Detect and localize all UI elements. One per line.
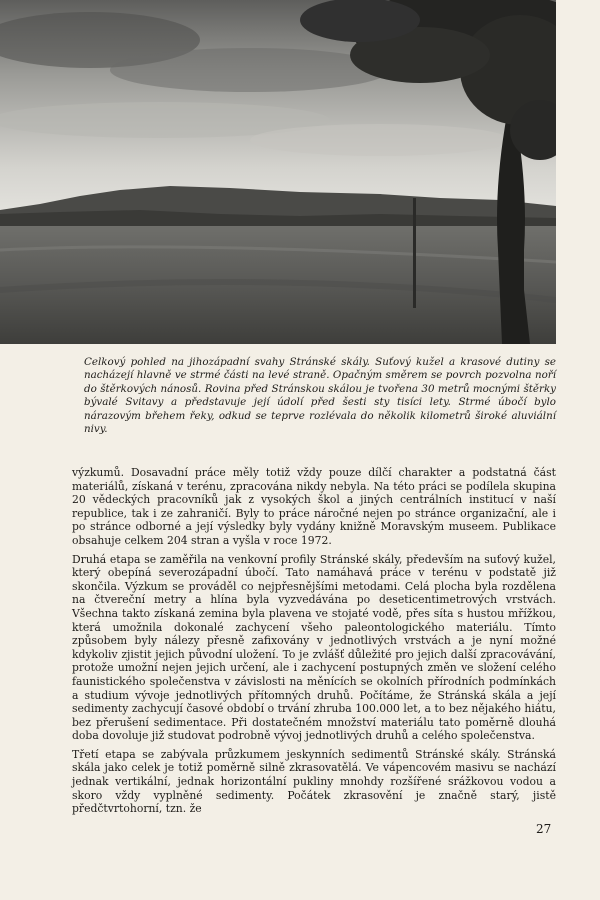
- landscape-photo-icon: [0, 0, 556, 344]
- paragraph: Druhá etapa se zaměřila na venkovní profily Stránské skály, především na suťový kužel, který obepíná severozápadní úbočí. Tato namáhavá práce v terénu v podstatě již skončila. Výzkum se prováděl co nejpřesnějšími metodami. Celá plocha byla rozdělena na čtvereční metry a hlína byla vyzvedávána po deseticentimetrových vrstvách. Všechna takto získaná zemina byla plavena ve stojaté vodě, přes síta s hustou mřížkou, která umožnila dokonalé zachycení všeho paleontologického materiálu. Tímto způsobem byly nálezy přesně zafixovány v jednotlivých vrstvách a je nyní možné kdykoliv zjistit jejich původní uložení. To je zvlášť důležité pro jejich další zpracovávání, protože umožní nejen jejich určení, ale i zachycení postupných změn ve složení celého faunistického společenstva v závislosti na měnících se okolních přírodních podmínkách a studium vývoje jednotlivých přítomných druhů. Počítáme, že Stránská skála a její sedimenty zachycují časové období o trvání zhruba 100.000 let, a to bez nějakého hiátu, bez přerušení sedimentace. Při dostatečném množství materiálu tato poměrně dlouhá doba dovoluje již studovat podrobně vývoj jednotlivých druhů a celého společenstva.: [72, 552, 556, 743]
- paragraph: Třetí etapa se zabývala průzkumem jeskynních sedimentů Stránské skály. Stránská skála jako celek je totiž poměrně silně zkrasovatělá. Ve vápencovém masivu se nachází jednak vertikální, jednak horizontální pukliny mnohdy rozšířené srážkovou vodou a skoro vždy vyplněné sedimenty. Počátek zkrasovění je značně starý, jistě předčtvrtohorní, tzn. že: [72, 747, 556, 816]
- photo-caption: Celkový pohled na jihozápadní svahy Stránské skály. Suťový kužel a krasové dutiny se nacházejí hlavně ve strmé části na levé straně. Opačným směrem se povrch pozvolna noří do štěrkových nánosů. Rovina před Stránskou skálou je tvořena 30 metrů mocnými štěrky bývalé Svitavy a představuje její údolí před šesti sty tisíci lety. Strmé úbočí bylo nárazovým břehem řeky, odkud se teprve rozlévala do několik kilometrů široké aluviální nivy.: [84, 356, 556, 436]
- page-number: 27: [536, 822, 552, 836]
- landscape-photo: [0, 0, 556, 344]
- paragraph: výzkumů. Dosavadní práce měly totiž vždy pouze dílčí charakter a podstatná část materiálů, získaná v terénu, zpracována nikdy nebyla. Na této práci se podílela skupina 20 vědeckých pracovníků jak z vysokých škol a jiných centrálních institucí v naší republice, tak i ze zahraničí. Byly to práce náročné nejen po stránce organizační, ale i po stránce odborné a její výsledky byly vydány knižně Moravským museem. Publikace obsahuje celkem 204 stran a vyšla v roce 1972.: [72, 466, 556, 547]
- article-body: [72, 466, 556, 821]
